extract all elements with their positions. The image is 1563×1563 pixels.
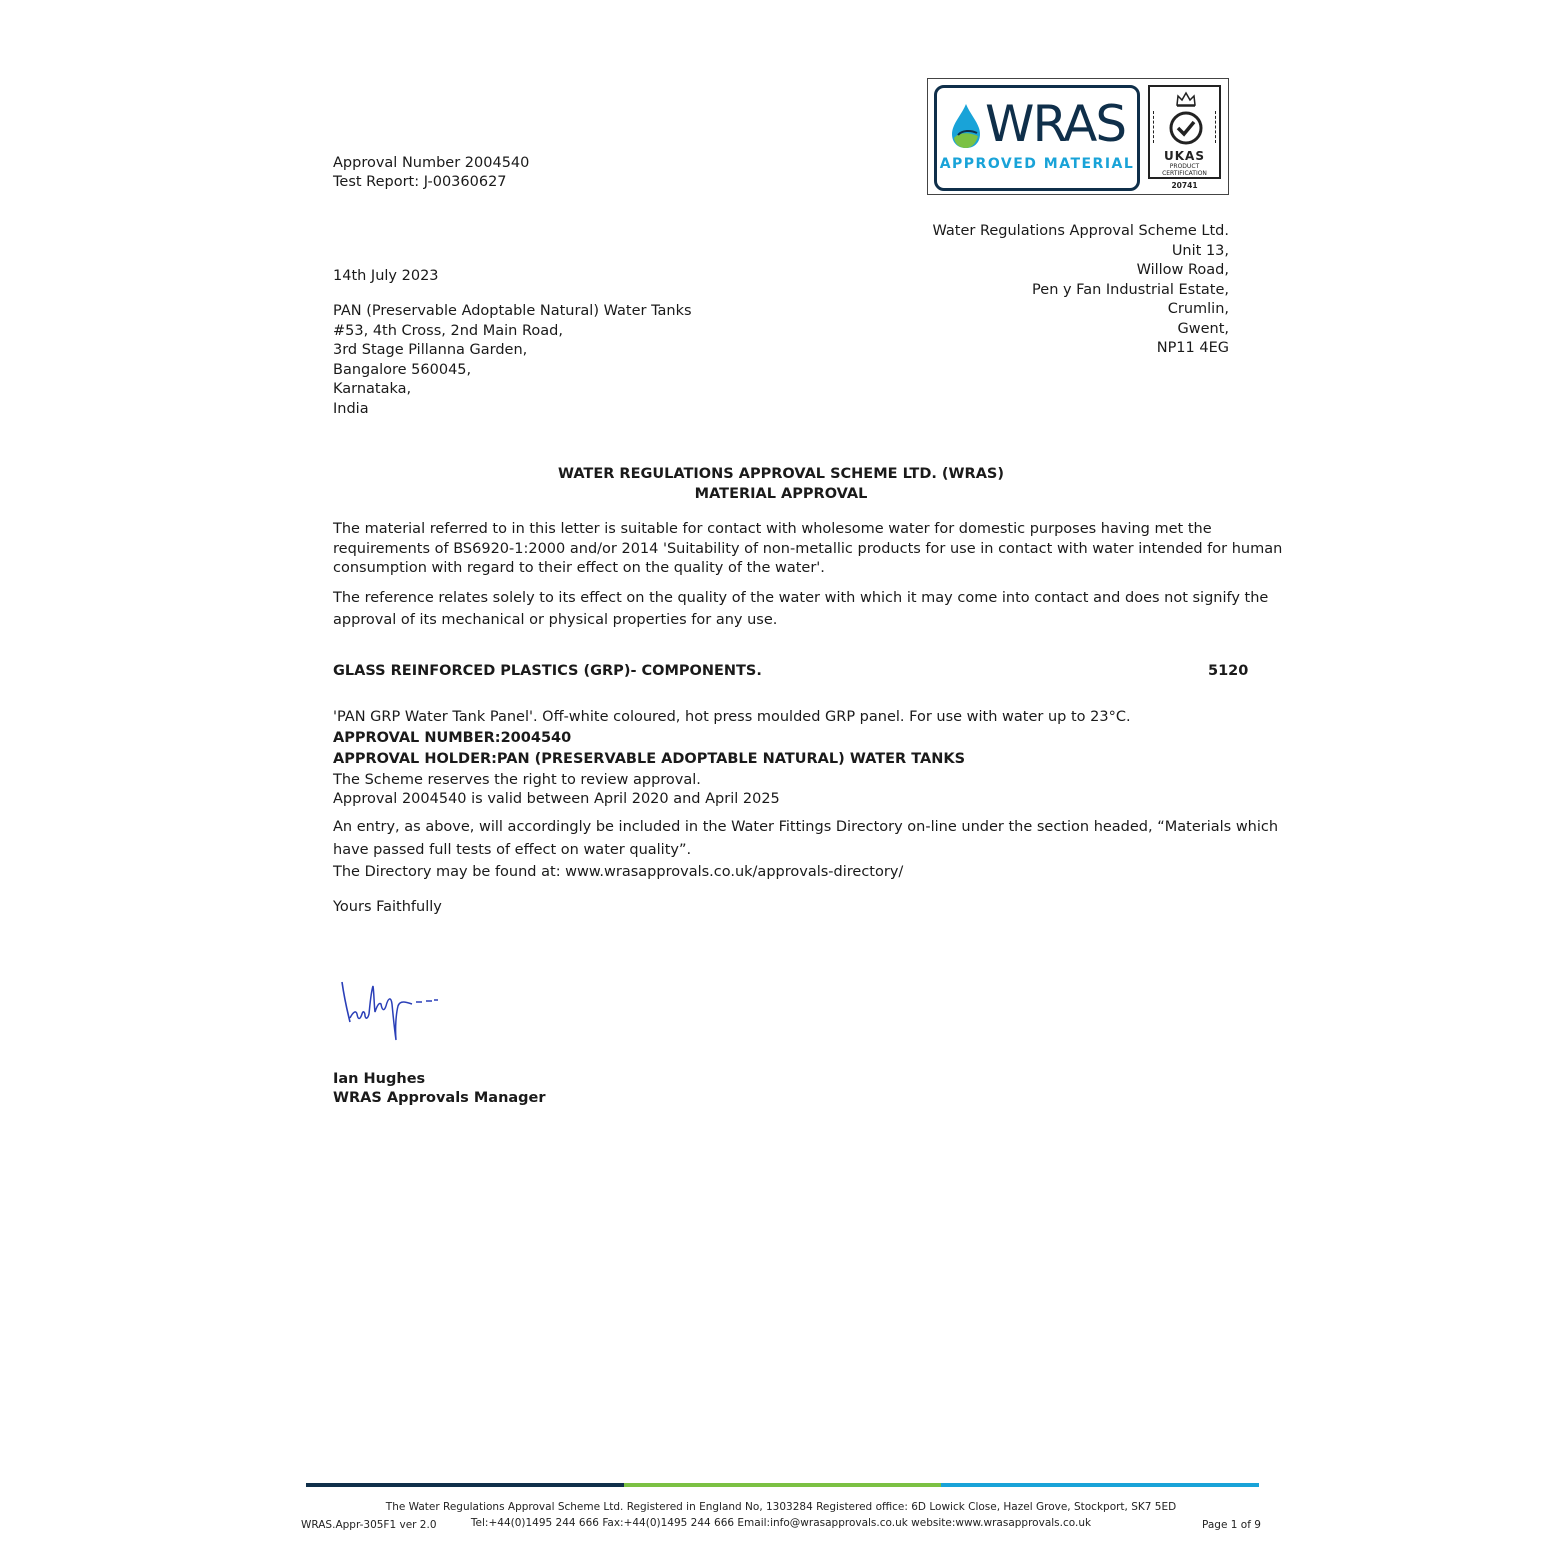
footer-contact: Tel:+44(0)1495 244 666 Fax:+44(0)1495 244 666 Email:info@wrasapprovals.co.uk website:www.wrasapprovals.co.uk: [470, 1517, 1092, 1529]
product-review-note: The Scheme reserves the right to review approval.: [333, 772, 701, 788]
document-title: [333, 465, 1229, 504]
recipient-address-line: Bangalore 560045,: [333, 361, 472, 378]
sender-address: [932, 222, 1229, 359]
signature-image: [336, 978, 446, 1046]
sender-address-line: Crumlin,: [1167, 301, 1229, 317]
product-approval-number: APPROVAL NUMBER:2004540: [333, 730, 572, 746]
section-code: 5120: [1208, 663, 1249, 679]
water-drop-icon: [949, 102, 983, 150]
closing-salutation: Yours Faithfully: [333, 899, 442, 915]
product-approval-holder: APPROVAL HOLDER:PAN (PRESERVABLE ADOPTABLE NATURAL) WATER TANKS: [333, 751, 966, 767]
recipient-address-line: 3rd Stage Pillanna Garden,: [333, 342, 528, 358]
crown-icon: [1175, 91, 1197, 107]
checkmark-icon: [1167, 109, 1205, 147]
approval-number-header: Approval Number 2004540: [333, 155, 530, 171]
wras-wordmark: WRAS: [985, 95, 1126, 153]
test-report-header: Test Report: J-00360627: [333, 174, 507, 190]
footer-bar-green: [624, 1483, 941, 1487]
sender-address-line: NP11 4EG: [1156, 340, 1229, 356]
recipient-address-line: PAN (Preservable Adoptable Natural) Water Tanks: [333, 303, 692, 319]
sender-address-line: Unit 13,: [1171, 242, 1229, 259]
ukas-wordmark: UKAS: [1164, 149, 1205, 163]
sender-address-line: Water Regulations Approval Scheme Ltd.: [932, 223, 1229, 239]
signatory-role: WRAS Approvals Manager: [333, 1090, 546, 1106]
recipient-address-line: Karnataka,: [333, 381, 412, 397]
footer-bar-blue: [941, 1483, 1259, 1487]
footer-bar-navy: [306, 1483, 624, 1487]
title-line-2: MATERIAL APPROVAL: [694, 485, 868, 502]
directory-line-2: have passed full tests of effect on water quality”.: [333, 842, 692, 858]
title-line-1: WATER REGULATIONS APPROVAL SCHEME LTD. (WRAS): [557, 466, 1004, 482]
recipient-address-line: #53, 4th Cross, 2nd Main Road,: [333, 322, 563, 339]
sender-address-line: Willow Road,: [1136, 262, 1229, 278]
ukas-number: 20741: [1171, 181, 1198, 190]
footer-page-number: Page 1 of 9: [1202, 1519, 1261, 1531]
intro-paragraph-2: The reference relates solely to its effect on the quality of the water with which it may come into contact and does not signify the approval of its mechanical or physical properties for any use.: [333, 590, 1269, 628]
sender-address-line: Pen y Fan Industrial Estate,: [1032, 281, 1229, 298]
signatory-name: Ian Hughes: [333, 1071, 426, 1087]
product-validity: Approval 2004540 is valid between April 2020 and April 2025: [333, 791, 780, 807]
intro-paragraph-1: The material referred to in this letter is suitable for contact with wholesome water for domestic purposes having met the requirements of BS6920-1:2000 and/or 2014 'Suitability of non-metallic products for use in contact with water intended for human consumption with regard to their effect on the quality of the water'.: [333, 521, 1283, 576]
product-description: 'PAN GRP Water Tank Panel'. Off-white coloured, hot press moulded GRP panel. For use with water up to 23°C.: [333, 709, 1131, 725]
sender-address-line: Gwent,: [1177, 320, 1229, 337]
wras-ukas-logo: [927, 78, 1229, 195]
wras-approved-material-label: APPROVED MATERIAL: [939, 156, 1135, 172]
wras-logo: [934, 85, 1140, 191]
section-heading: GLASS REINFORCED PLASTICS (GRP)- COMPONENTS.: [333, 663, 762, 679]
recipient-address-line: India: [333, 400, 369, 417]
directory-line-1: An entry, as above, will accordingly be included in the Water Fittings Directory on-line under the section headed, “Materials which: [333, 819, 1279, 835]
ukas-product-certification: PRODUCT CERTIFICATION: [1162, 163, 1207, 177]
ukas-mark: [1148, 85, 1221, 179]
letter-date: 14th July 2023: [333, 268, 439, 284]
footer-registered-office: The Water Regulations Approval Scheme Ltd. Registered in England No, 1303284 Registered office: 6D Lowick Close, Hazel Grove, Stockport, SK7 5ED: [385, 1501, 1177, 1513]
recipient-address: [333, 302, 692, 419]
footer-form-reference: WRAS.Appr-305F1 ver 2.0: [301, 1519, 437, 1531]
directory-line-3: The Directory may be found at: www.wrasapprovals.co.uk/approvals-directory/: [333, 864, 904, 880]
